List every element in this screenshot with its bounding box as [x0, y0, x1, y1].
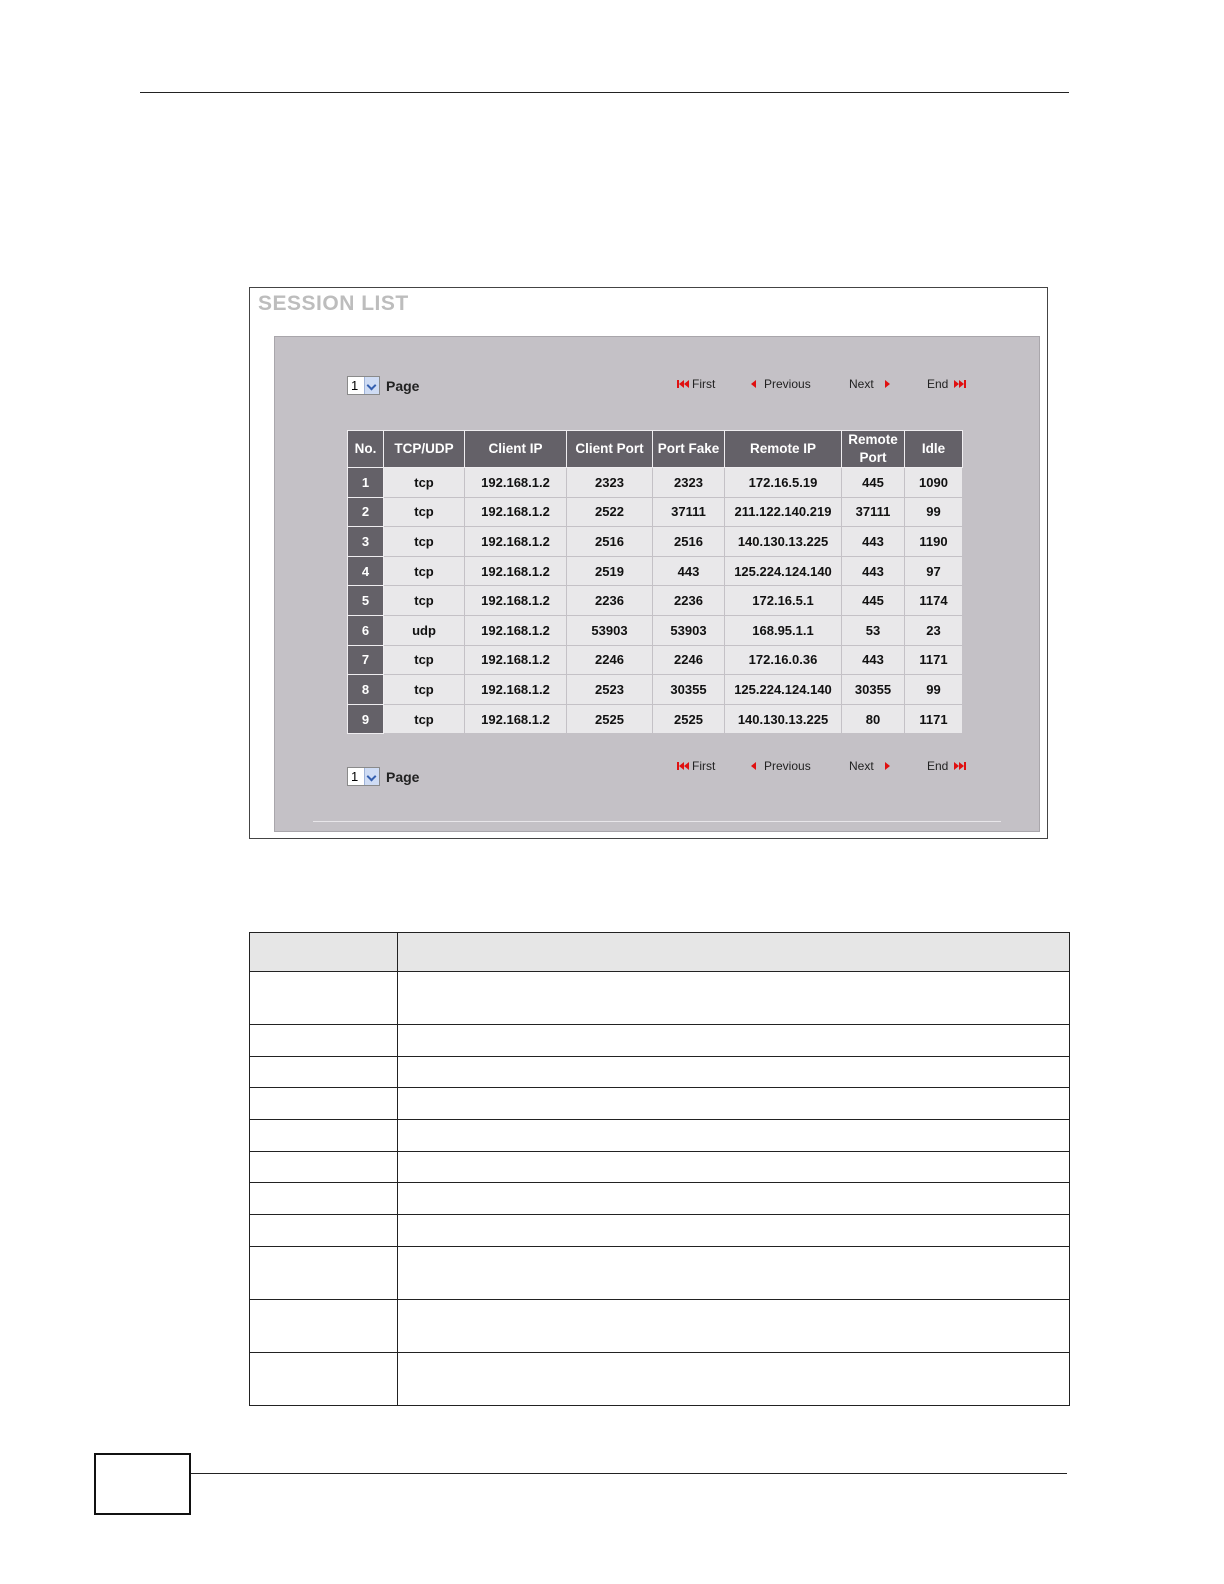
desc-row [250, 1353, 1070, 1406]
col-protocol: TCP/UDP [384, 431, 465, 468]
desc-row [250, 1183, 1070, 1215]
desc-row [250, 1152, 1070, 1183]
col-idle: Idle [905, 431, 963, 468]
table-row: 3 tcp 192.168.1.2 2516 2516 140.130.13.225 443 1190 [348, 527, 963, 557]
footer-rule [191, 1473, 1067, 1474]
desc-row [250, 1120, 1070, 1152]
session-table [347, 430, 963, 734]
desc-row [250, 1057, 1070, 1088]
desc-row [250, 1300, 1070, 1353]
desc-header-label [250, 933, 398, 972]
table-row: 5 tcp 192.168.1.2 2236 2236 172.16.5.1 445 1174 [348, 586, 963, 616]
end-icon [954, 762, 966, 770]
desc-header-description [398, 933, 1070, 972]
session-list-screenshot [249, 287, 1048, 839]
panel-divider [313, 821, 1001, 822]
chevron-down-icon[interactable] [364, 377, 379, 394]
table-row: 1 tcp 192.168.1.2 2323 2323 172.16.5.19 445 1090 [348, 468, 963, 498]
table-row: 8 tcp 192.168.1.2 2523 30355 125.224.124.140 30355 99 [348, 675, 963, 705]
description-table [249, 932, 1070, 1406]
next-link-bottom[interactable]: Next [849, 759, 890, 773]
previous-link-bottom[interactable]: Previous [751, 759, 811, 773]
end-link-bottom[interactable]: End [927, 759, 966, 773]
end-icon [954, 380, 966, 388]
page-selector-top [347, 376, 419, 395]
page-label: Page [386, 768, 420, 785]
col-client-port: Client Port [567, 431, 653, 468]
table-row: 4 tcp 192.168.1.2 2519 443 125.224.124.140 443 97 [348, 556, 963, 586]
previous-icon [751, 380, 756, 388]
table-row: 6 udp 192.168.1.2 53903 53903 168.95.1.1 53 23 [348, 615, 963, 645]
next-icon [885, 762, 890, 770]
next-icon [885, 380, 890, 388]
desc-row [250, 972, 1070, 1025]
session-list-panel [274, 336, 1040, 832]
desc-row [250, 1215, 1070, 1247]
first-link-top[interactable]: First [677, 377, 715, 391]
page-select-value: 1 [351, 378, 359, 393]
screen-title: SESSION LIST [258, 292, 409, 315]
header-rule [140, 92, 1069, 93]
table-row: 2 tcp 192.168.1.2 2522 37111 211.122.140.219 37111 99 [348, 497, 963, 527]
first-link-bottom[interactable]: First [677, 759, 715, 773]
desc-header-row [250, 933, 1070, 972]
col-port-fake: Port Fake [653, 431, 725, 468]
previous-icon [751, 762, 756, 770]
page-label: Page [386, 377, 420, 394]
next-link-top[interactable]: Next [849, 377, 890, 391]
end-link-top[interactable]: End [927, 377, 966, 391]
first-icon [677, 380, 689, 388]
table-header-row [348, 431, 963, 468]
col-no: No. [348, 431, 384, 468]
col-client-ip: Client IP [465, 431, 567, 468]
table-row: 7 tcp 192.168.1.2 2246 2246 172.16.0.36 443 1171 [348, 645, 963, 675]
col-remote-port: Remote Port [842, 431, 905, 468]
desc-row [250, 1088, 1070, 1120]
page-select-bottom[interactable] [347, 767, 380, 786]
chevron-down-icon[interactable] [364, 768, 379, 785]
previous-link-top[interactable]: Previous [751, 377, 811, 391]
table-row: 9 tcp 192.168.1.2 2525 2525 140.130.13.225 80 1171 [348, 704, 963, 734]
page-number-box [94, 1453, 191, 1515]
page-select-top[interactable] [347, 376, 380, 395]
desc-row [250, 1247, 1070, 1300]
page-selector-bottom [347, 767, 419, 786]
first-icon [677, 762, 689, 770]
page-select-value: 1 [351, 769, 359, 784]
desc-row [250, 1025, 1070, 1057]
col-remote-ip: Remote IP [725, 431, 842, 468]
